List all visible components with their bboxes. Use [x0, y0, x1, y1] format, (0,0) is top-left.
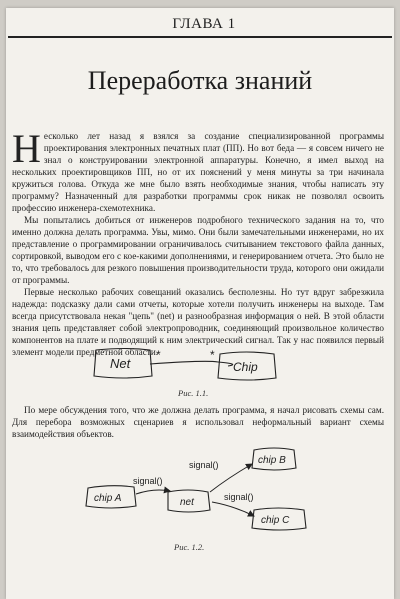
body-text-top — [12, 126, 384, 358]
chip-a-label: chip A — [94, 493, 122, 504]
paragraph-1-text: есколько лет назад я взялся за создание специализированной программы проектирования электронных печатных плат (ПП). Но вот беда — я совсем ничего не знал о конструировании электронной аппаратуры. Конечно, я имел выход на нескольких проектировщиков ПП, но от их пояснений у меня минуты за три начинала кружиться голова. Откуда же мне было взять необходимые знания, чтобы написать эту программу? Назначенный для разработки программы срок никак не позволял освоить профессию инженера-схемотехника. — [12, 131, 384, 213]
signal-label-3: signal() — [224, 492, 254, 502]
chapter-title: Переработка знаний — [87, 66, 313, 95]
paragraph-1 — [12, 126, 384, 214]
chapter-label: ГЛАВА 1 — [172, 16, 236, 32]
paragraph-3: Первые несколько рабочих совещаний оказались бесполезны. Но тут вдруг забрезжила надежда: подсказку дали сами отчеты, которые хотели получить инженеры на выходе. Там всегда присутствовала некая "цепь" (net) и разнообразная информация о ней. В этой области знания цепь представляет собой электропроводник, соединяющий произвольное количество компонентов на плате и подводящий к ним электрический сигнал. Так у нас появился первый элемент модели предметной области. — [12, 287, 384, 357]
paragraph-4: По мере обсуждения того, что же должна делать программа, я начал рисовать схемы сам. Для перебора возможных сценариев я использовал неформальный вариант схемы взаимодействия объектов. — [12, 405, 384, 439]
chip-c-label: chip C — [261, 515, 290, 526]
body-text-middle — [12, 404, 384, 440]
signal-arrow-3 — [212, 502, 254, 516]
chapter-rule — [8, 36, 392, 38]
figure-1-2-caption: Рис. 1.2. — [174, 542, 205, 552]
figure-1-2 — [76, 440, 336, 540]
paragraph-2: Мы попытались добиться от инженеров подробного технического задания на то, что именно должна делать программа. Увы, мимо. Они были замечательными инженерами, но их представление о программировании ограничивалось считыванием текстового файла данных, сортировкой, выводом его с кое-какими дополнениями, и генерированием отчета. Это было не то, что требовалось для резкого повышения производительности труда, которого они ожидали от программы. — [12, 215, 384, 285]
association-line-end — [218, 362, 233, 366]
signal-label-1: signal() — [133, 476, 163, 486]
signal-label-2: signal() — [189, 460, 219, 470]
multiplicity-left: * — [156, 348, 161, 362]
net-box-label: Net — [110, 356, 131, 371]
multiplicity-right: * — [210, 348, 215, 362]
signal-arrow-1 — [136, 490, 170, 494]
figure-1-1-caption: Рис. 1.1. — [178, 388, 209, 398]
book-page — [6, 8, 394, 599]
drop-cap: Н — [12, 126, 41, 171]
chip-b-label: chip B — [258, 455, 286, 466]
figure-1-1 — [66, 338, 326, 390]
net-label: net — [180, 497, 194, 508]
chip-box-label: Chip — [233, 360, 258, 374]
